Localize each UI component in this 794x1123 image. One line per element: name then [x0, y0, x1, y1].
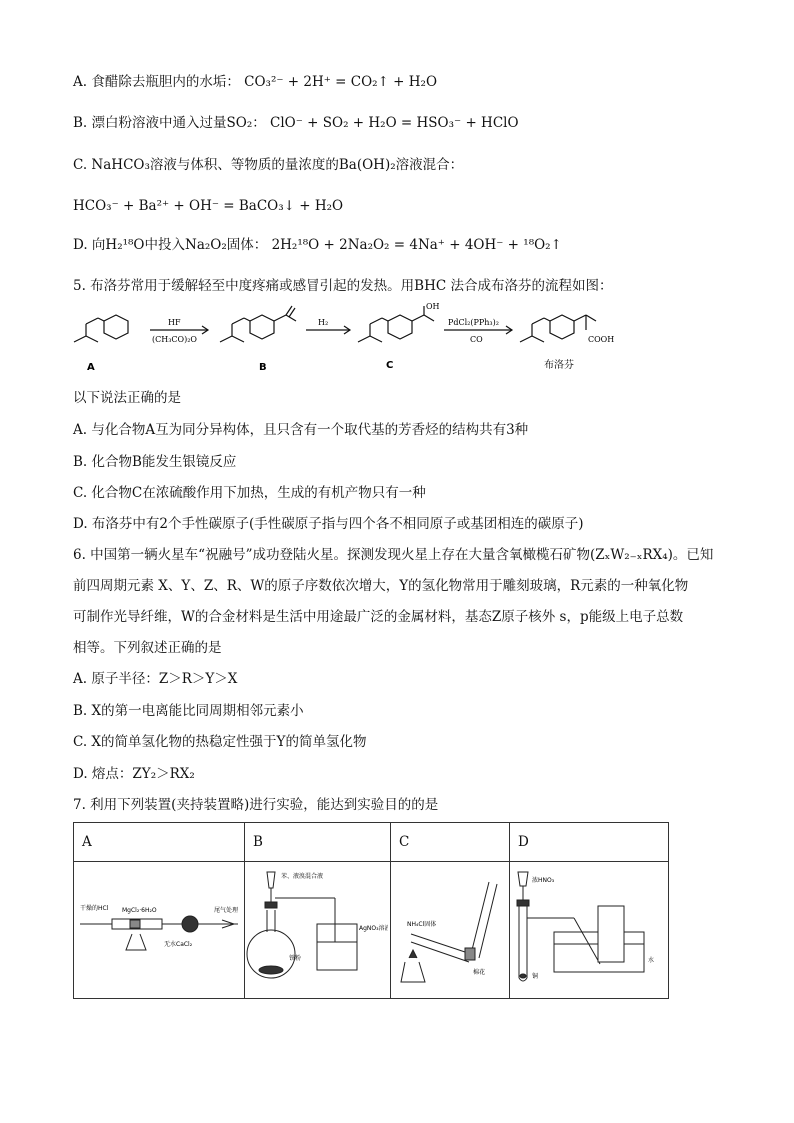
- reagent-co: CO: [470, 335, 483, 344]
- q6-option-d: D. 熔点：ZY₂＞RX₂: [73, 766, 195, 782]
- label-ibuprofen: 布洛芬: [544, 360, 574, 371]
- q7-header-b: B: [245, 823, 391, 862]
- q4-option-a-text: A. 食醋除去瓶胆内的水垢：: [73, 74, 240, 90]
- label-c: C: [386, 360, 394, 371]
- label-hcl: 干燥的HCl: [80, 905, 109, 912]
- label-iron: 铁粉: [289, 955, 302, 962]
- q6-line-1: 6. 中国第一辆火星车“祝融号”成功登陆火星。探测发现火星上存在大量含氧橄榄石矿物(ZₓW₂₋ₓRX₄)。已知: [73, 547, 714, 563]
- q4-option-a-equation: CO₃²⁻ + 2H⁺ = CO₂↑ + H₂O: [244, 74, 438, 90]
- q5-option-c: C. 化合物C在浓硫酸作用下加热，生成的有机产物只有一种: [73, 485, 426, 501]
- label-tail-gas: 尾气处理: [214, 907, 239, 914]
- compound-b-ring: [250, 315, 274, 339]
- q4-option-d: [73, 235, 562, 255]
- q5-option-a: A. 与化合物A互为同分异构体，且只含有一个取代基的芳香烃的结构共有3种: [73, 422, 529, 438]
- q6-line-2: 前四周期元素 X、Y、Z、R、W的原子序数依次增大，Y的氢化物常用于雕刻玻璃，R元素的一种氧化物: [73, 578, 689, 594]
- q4-option-a: [73, 72, 437, 92]
- q4-option-b: [73, 113, 519, 133]
- label-mgcl2: MgCl₂·6H₂O: [122, 907, 157, 914]
- ibuprofen-ring: [550, 315, 574, 339]
- q7-panel-a: [74, 862, 245, 999]
- q6-option-c: C. X的简单氢化物的热稳定性强于Y的简单氢化物: [73, 734, 367, 750]
- compound-c-ring: [388, 315, 412, 339]
- q7-stem: 7. 利用下列装置(夹持装置略)进行实验，能达到实验目的的是: [73, 797, 439, 813]
- synthesis-scheme: [60, 300, 700, 380]
- q6-option-b: B. X的第一电离能比同周期相邻元素小: [73, 703, 304, 719]
- apparatus-a: [74, 862, 242, 994]
- q7-header-d: D: [510, 823, 669, 862]
- label-b: B: [259, 362, 267, 373]
- q6-line-3: 可制作光导纤维，W的合金材料是生活中用途最广泛的金属材料，基态Z原子核外 s，p能级上电子总数: [73, 609, 684, 625]
- label-agno3: AgNO₃溶液: [359, 925, 388, 932]
- q5-stem: 5. 布洛芬常用于缓解轻至中度疼痛或感冒引起的发热。用BHC 法合成布洛芬的流程如图：: [73, 278, 613, 294]
- q7-apparatus-table: [73, 822, 669, 999]
- reagent-pd-catalyst: PdCl₂(PPh₃)₂: [448, 318, 499, 327]
- q7-panel-b: [245, 862, 391, 999]
- label-cotton: 棉花: [473, 969, 486, 976]
- q4-option-c: C. NaHCO₃溶液与体积、等物质的量浓度的Ba(OH)₂溶液混合：: [73, 157, 464, 173]
- q4-option-d-equation: 2H₂¹⁸O + 2Na₂O₂ = 4Na⁺ + 4OH⁻ + ¹⁸O₂↑: [271, 237, 562, 253]
- apparatus-d: [510, 862, 668, 994]
- reagent-h2: H₂: [318, 318, 329, 327]
- label-benzene-bromine: 苯、液溴混合液: [281, 873, 324, 880]
- cooh-group: COOH: [588, 335, 615, 344]
- q7-header-c: C: [391, 823, 510, 862]
- q4-option-b-text: B. 漂白粉溶液中通入过量SO₂：: [73, 115, 266, 131]
- q4-option-b-equation: ClO⁻ + SO₂ + H₂O = HSO₃⁻ + HClO: [270, 115, 519, 131]
- oh-group: OH: [426, 302, 440, 311]
- q5-option-b: B. 化合物B能发生银镜反应: [73, 454, 237, 470]
- label-water: 水: [648, 957, 655, 964]
- apparatus-c: [391, 862, 507, 994]
- label-copper: 铜: [532, 973, 539, 980]
- q4-option-c-equation: HCO₃⁻ + Ba²⁺ + OH⁻ = BaCO₃↓ + H₂O: [73, 198, 344, 214]
- label-a: A: [87, 362, 95, 373]
- compound-a-isobutyl: [74, 336, 98, 342]
- q7-panel-c: [391, 862, 510, 999]
- label-conc-hno3: 浓HNO₃: [532, 877, 555, 884]
- q6-option-a: A. 原子半径：Z＞R＞Y＞X: [73, 671, 238, 687]
- label-cacl2: 无水CaCl₂: [164, 941, 193, 948]
- q6-line-4: 相等。下列叙述正确的是: [73, 640, 222, 656]
- q7-panel-d: [510, 862, 669, 999]
- label-nh4cl: NH₄Cl固体: [407, 921, 437, 928]
- q4-option-d-text: D. 向H₂¹⁸O中投入Na₂O₂固体：: [73, 237, 268, 253]
- q5-question: 以下说法正确的是: [73, 390, 181, 406]
- compound-a-ring: [104, 315, 128, 339]
- reagent-acetic-anhydride: (CH₃CO)₂O: [152, 335, 197, 344]
- reagent-hf: HF: [168, 318, 181, 327]
- q5-option-d: D. 布洛芬中有2个手性碳原子(手性碳原子指与四个各不相同原子或基团相连的碳原子): [73, 516, 584, 532]
- apparatus-b: [245, 862, 388, 994]
- q7-header-a: A: [74, 823, 245, 862]
